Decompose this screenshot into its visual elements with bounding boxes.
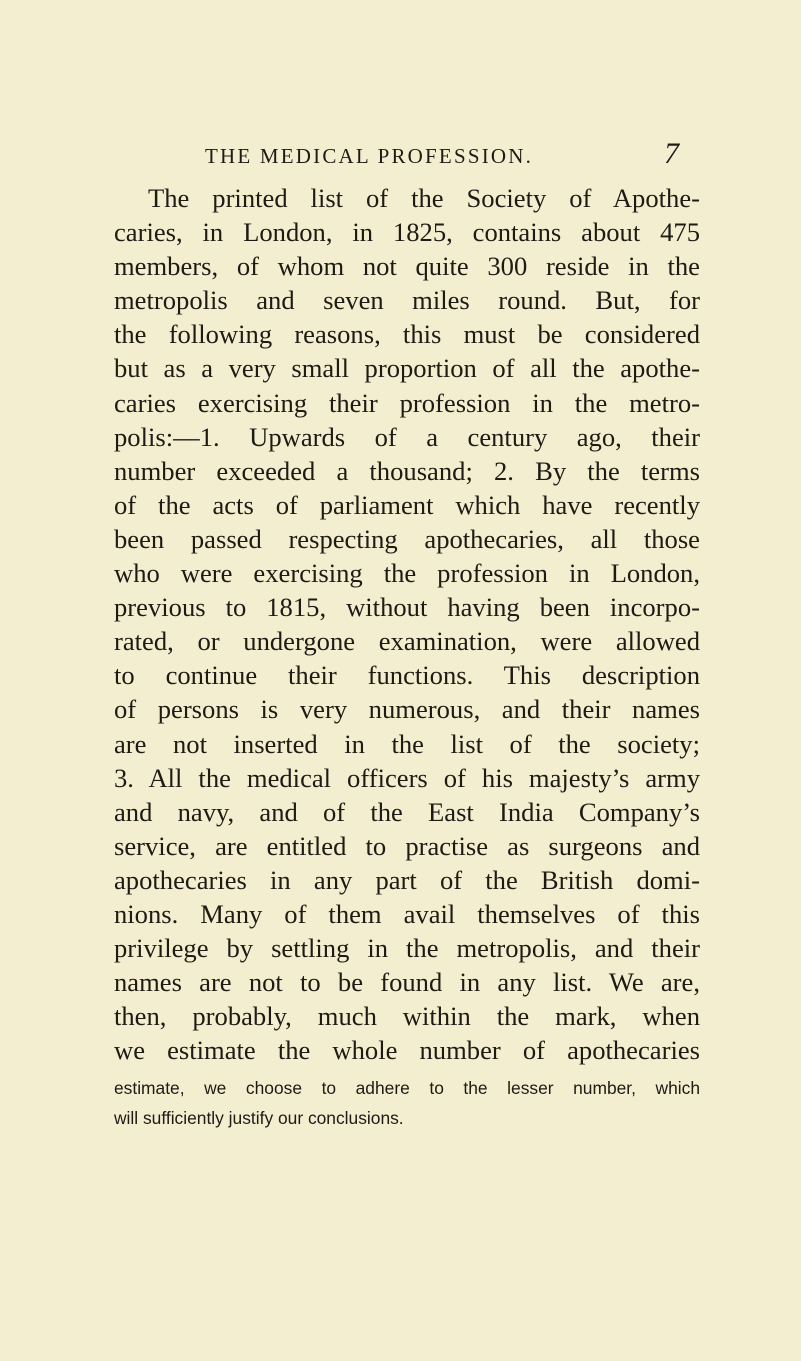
text-line: privilege by settling in the metropolis, and their	[114, 933, 700, 964]
text-line: but as a very small proportion of all the apothe-	[114, 353, 700, 384]
text-line: and navy, and of the East India Company’s	[114, 796, 700, 827]
body-paragraph	[114, 181, 700, 1067]
text-line: apothecaries in any part of the British domi-	[114, 864, 700, 895]
page-number: 7	[664, 137, 679, 170]
text-line: caries, in London, in 1825, contains about 475	[114, 217, 700, 248]
text-line: to continue their functions. This description	[114, 660, 700, 691]
footnote-line: will sufficiently justify our conclusions.	[114, 1108, 404, 1128]
text-line: of persons is very numerous, and their names	[114, 694, 700, 725]
text-line: previous to 1815, without having been incorpo-	[114, 592, 700, 623]
text-line: names are not to be found in any list. We are,	[114, 967, 700, 998]
text-line: rated, or undergone examination, were allowed	[114, 626, 700, 657]
footnote	[114, 1073, 700, 1133]
running-head-title: THE MEDICAL PROFESSION.	[205, 144, 534, 168]
running-head	[205, 137, 685, 171]
text-line: members, of whom not quite 300 reside in the	[114, 251, 700, 282]
footnote-line: estimate, we choose to adhere to the lesser number, which	[114, 1078, 700, 1098]
text-line: metropolis and seven miles round. But, for	[114, 285, 700, 316]
text-line: been passed respecting apothecaries, all those	[114, 523, 700, 554]
text-line: who were exercising the profession in London,	[114, 558, 700, 589]
text-line: then, probably, much within the mark, when	[114, 1001, 700, 1032]
text-line: polis:—1. Upwards of a century ago, their	[114, 421, 700, 452]
text-line: number exceeded a thousand; 2. By the terms	[114, 455, 700, 486]
text-line: nions. Many of them avail themselves of this	[114, 898, 700, 929]
text-line: are not inserted in the list of the society;	[114, 728, 700, 759]
text-line: The printed list of the Society of Apothe-	[148, 183, 700, 213]
text-line: service, are entitled to practise as surgeons and	[114, 830, 700, 861]
text-line: caries exercising their profession in the metro-	[114, 387, 700, 418]
text-line: the following reasons, this must be considered	[114, 319, 700, 350]
text-line: 3. All the medical officers of his majesty’s army	[114, 762, 700, 793]
text-line: of the acts of parliament which have recently	[114, 489, 700, 520]
text-line: we estimate the whole number of apothecaries	[114, 1035, 700, 1066]
